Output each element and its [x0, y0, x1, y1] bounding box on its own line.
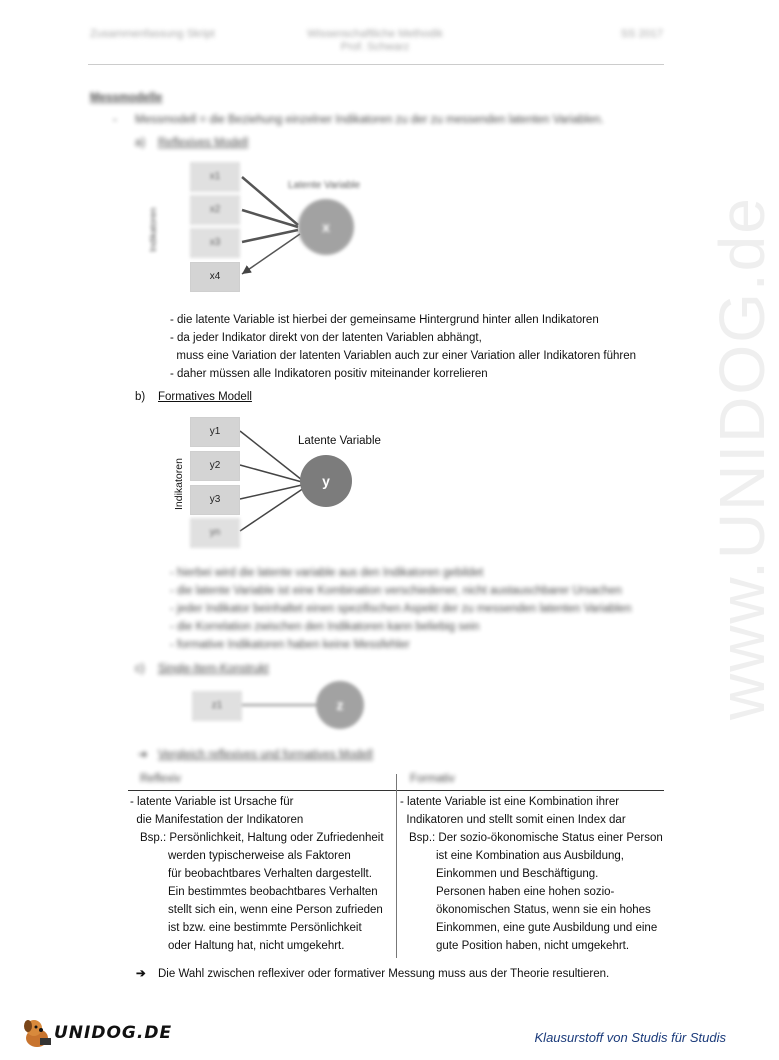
reflexive-comparison-line-8: ist bzw. eine bestimmte Persönlichkeit: [168, 922, 362, 934]
formative-box-1: y1: [190, 417, 240, 447]
formative-indicators-label: Indikatoren: [173, 458, 185, 510]
reflexive-box-1: x1: [190, 162, 240, 192]
reflexive-note-4: - daher müssen alle Indikatoren positiv miteinander korrelieren: [170, 368, 488, 380]
formative-box-2: y2: [190, 451, 240, 481]
formative-comparison-line-1: - latente Variable ist eine Kombination ihrer: [400, 796, 620, 808]
formative-arrow-1: [240, 431, 302, 480]
formative-comparison-line-7: ökonomischen Status, wenn sie ein hohes: [436, 904, 651, 916]
reflexive-comparison-line-5: für beobachtbares Verhalten dargestellt.: [168, 868, 372, 880]
unidog-watermark: www.UNIDOG.de: [706, 196, 778, 720]
formative-box-3: y3: [190, 485, 240, 515]
single-item-circle: z: [316, 681, 364, 729]
reflexive-note-3: muss eine Variation der latenten Variablen auch zur einer Variation aller Indikatoren führen: [170, 350, 637, 362]
unidog-logo: [20, 1016, 173, 1050]
logo-text: UNIDOG.DE: [54, 1023, 173, 1043]
formative-comparison-line-4: ist eine Kombination aus Ausbildung,: [436, 850, 624, 862]
formative-note-5: - formative Indikatoren haben keine Messfehler: [170, 639, 410, 651]
reflexive-note-1: - die latente Variable ist hierbei der gemeinsame Hintergrund hinter allen Indikatoren: [170, 314, 599, 326]
reflexive-latent-circle: x: [298, 199, 354, 255]
reflexive-comparison-line-7: stellt sich ein, wenn eine Person zufrieden: [168, 904, 383, 916]
comparison-col-left: Reflexiv: [140, 773, 181, 785]
comparison-left-cell: [130, 793, 384, 955]
comparison-column-divider: [396, 774, 397, 958]
footer-slogan: Klausurstoff von Studis für Studis: [534, 1030, 726, 1045]
section-title: Messmodelle: [90, 92, 163, 104]
single-item-diagram: [190, 680, 380, 730]
formative-comparison-line-2: Indikatoren und stellt somit einen Index dar: [400, 814, 626, 826]
formative-note-4: - die Korrelation zwischen den Indikatoren kann beliebig sein: [170, 621, 480, 633]
single-item-label: c): [135, 663, 145, 675]
reflexive-comparison-line-4: werden typischerweise als Faktoren: [168, 850, 351, 862]
comparison-title: Vergleich reflexives und formatives Modell: [158, 749, 373, 761]
formative-title: Formatives Modell: [158, 391, 252, 403]
reflexive-arrow-3: [242, 230, 298, 242]
reflexive-latent-label: Latente Variable: [288, 180, 361, 191]
conclusion-arrow-icon: ➔: [136, 968, 146, 980]
reflexive-indicators-label: Indikatoren: [148, 207, 158, 252]
single-item-box: z1: [192, 691, 242, 721]
reflexive-box-4: x4: [190, 262, 240, 292]
single-item-title: Single-Item-Konstrukt: [158, 663, 269, 675]
formative-latent-label: Latente Variable: [298, 435, 381, 447]
header-center-line2: Prof. Schwarz: [340, 41, 410, 53]
reflexive-box-2: x2: [190, 195, 240, 225]
formative-comparison-line-9: gute Position haben, nicht umgekehrt.: [436, 940, 630, 952]
comparison-col-right: Formativ: [410, 773, 455, 785]
formative-comparison-line-8: Einkommen, eine gute Ausbildung und eine: [436, 922, 658, 934]
formative-latent-circle: y: [300, 455, 352, 507]
dog-mascot-icon: [20, 1016, 54, 1050]
formative-comparison-line-5: Einkommen und Beschäftigung.: [436, 868, 599, 880]
formative-note-2: - die latente Variable ist eine Kombination verschiedener, nicht austauschbarer Ursachen: [170, 585, 622, 597]
formative-note-3: - jeder Indikator beinhaltet einen spezifischen Aspekt der zu messenden latenten Variablen: [170, 603, 632, 615]
reflexive-title: Reflexives Modell: [158, 137, 249, 149]
reflexive-comparison-line-6: Ein bestimmtes beobachtbares Verhalten: [168, 886, 378, 898]
reflexive-box-3: x3: [190, 228, 240, 258]
reflexive-comparison-line-1: - latente Variable ist Ursache für: [130, 796, 294, 808]
conclusion-text: Die Wahl zwischen reflexiver oder formativer Messung muss aus der Theorie resultieren.: [158, 968, 610, 980]
formative-comparison-line-3: Bsp.: Der sozio-ökonomische Status einer Person: [409, 832, 663, 844]
reflexive-comparison-line-9: oder Haltung hat, nicht umgekehrt.: [168, 940, 345, 952]
formative-arrow-4: [240, 488, 304, 531]
formative-arrow-3: [240, 485, 302, 499]
reflexive-comparison-line-3: Bsp.: Persönlichkeit, Haltung oder Zufriedenheit: [140, 832, 384, 844]
comparison-right-cell: [400, 793, 663, 955]
intro-text: Messmodell = die Beziehung einzelner Indikatoren zu der zu messenden latenten Variablen.: [135, 114, 604, 126]
reflexive-diagram: [148, 160, 410, 300]
header-divider: [88, 64, 664, 65]
intro-bullet: -: [113, 114, 117, 126]
formative-diagram: [170, 415, 410, 550]
formative-note-1: - hierbei wird die latente variable aus den Indikatoren gebildet: [170, 567, 484, 579]
header-right: SS 2017: [620, 28, 663, 40]
reflexive-note-2: - da jeder Indikator direkt von der latenten Variablen abhängt,: [170, 332, 482, 344]
header-left: Zusammenfassung Skript: [90, 28, 215, 40]
comparison-arrow: ➜: [138, 749, 148, 761]
header-center-line1: Wissenschaftliche Methodik: [307, 28, 443, 40]
reflexive-label: a): [135, 137, 146, 149]
reflexive-comparison-line-2: die Manifestation der Indikatoren: [130, 814, 304, 826]
formative-comparison-line-6: Personen haben eine hohen sozio-: [436, 886, 615, 898]
formative-label: b): [135, 391, 146, 403]
formative-box-4: yn: [190, 518, 240, 548]
